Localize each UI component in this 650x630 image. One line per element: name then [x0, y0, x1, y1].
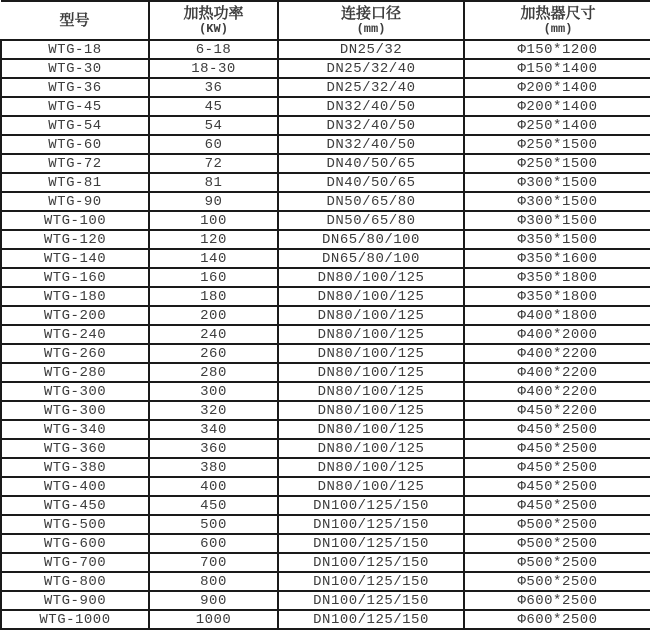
cell-size: Φ450*2500 [464, 496, 650, 515]
cell-size: Φ500*2500 [464, 572, 650, 591]
cell-connection: DN80/100/125 [278, 477, 464, 496]
cell-size: Φ150*1400 [464, 59, 650, 78]
cell-power: 120 [149, 230, 278, 249]
cell-size: Φ450*2500 [464, 420, 650, 439]
cell-size: Φ400*2200 [464, 344, 650, 363]
cell-connection: DN80/100/125 [278, 268, 464, 287]
column-header-model [1, 1, 149, 40]
cell-model: WTG-300 [1, 382, 149, 401]
cell-power: 800 [149, 572, 278, 591]
cell-power: 180 [149, 287, 278, 306]
cell-model: WTG-18 [1, 40, 149, 59]
column-header-power-unit: (KW) [199, 22, 228, 36]
cell-power: 18-30 [149, 59, 278, 78]
cell-power: 36 [149, 78, 278, 97]
cell-model: WTG-450 [1, 496, 149, 515]
cell-connection: DN80/100/125 [278, 401, 464, 420]
cell-connection: DN32/40/50 [278, 97, 464, 116]
cell-connection: DN80/100/125 [278, 420, 464, 439]
table-row [1, 249, 650, 268]
table-row [1, 610, 650, 630]
cell-power: 450 [149, 496, 278, 515]
cell-model: WTG-36 [1, 78, 149, 97]
cell-size: Φ450*2500 [464, 477, 650, 496]
cell-connection: DN100/125/150 [278, 610, 464, 630]
cell-power: 400 [149, 477, 278, 496]
cell-power: 72 [149, 154, 278, 173]
table-row [1, 458, 650, 477]
table-row [1, 572, 650, 591]
cell-model: WTG-200 [1, 306, 149, 325]
cell-size: Φ450*2500 [464, 439, 650, 458]
cell-size: Φ250*1500 [464, 154, 650, 173]
table-body [1, 40, 650, 630]
cell-size: Φ300*1500 [464, 192, 650, 211]
cell-connection: DN80/100/125 [278, 439, 464, 458]
table-row [1, 382, 650, 401]
table-row [1, 173, 650, 192]
cell-model: WTG-700 [1, 553, 149, 572]
table-row [1, 211, 650, 230]
cell-connection: DN80/100/125 [278, 382, 464, 401]
cell-size: Φ400*2000 [464, 325, 650, 344]
cell-connection: DN50/65/80 [278, 211, 464, 230]
cell-model: WTG-380 [1, 458, 149, 477]
cell-connection: DN80/100/125 [278, 325, 464, 344]
cell-power: 1000 [149, 610, 278, 630]
cell-model: WTG-30 [1, 59, 149, 78]
cell-power: 45 [149, 97, 278, 116]
cell-connection: DN100/125/150 [278, 515, 464, 534]
cell-connection: DN65/80/100 [278, 230, 464, 249]
cell-model: WTG-800 [1, 572, 149, 591]
cell-power: 54 [149, 116, 278, 135]
cell-power: 160 [149, 268, 278, 287]
cell-size: Φ250*1500 [464, 135, 650, 154]
table-row [1, 116, 650, 135]
table-row [1, 154, 650, 173]
cell-size: Φ400*2200 [464, 382, 650, 401]
cell-size: Φ300*1500 [464, 211, 650, 230]
cell-size: Φ450*2200 [464, 401, 650, 420]
table-row [1, 477, 650, 496]
cell-size: Φ350*1600 [464, 249, 650, 268]
cell-model: WTG-600 [1, 534, 149, 553]
table-row [1, 420, 650, 439]
cell-connection: DN32/40/50 [278, 116, 464, 135]
cell-model: WTG-54 [1, 116, 149, 135]
cell-connection: DN40/50/65 [278, 154, 464, 173]
cell-size: Φ200*1400 [464, 97, 650, 116]
cell-connection: DN80/100/125 [278, 344, 464, 363]
table-row [1, 230, 650, 249]
cell-power: 380 [149, 458, 278, 477]
table-row [1, 192, 650, 211]
cell-size: Φ500*2500 [464, 515, 650, 534]
cell-size: Φ400*1800 [464, 306, 650, 325]
cell-power: 6-18 [149, 40, 278, 59]
cell-model: WTG-160 [1, 268, 149, 287]
cell-power: 280 [149, 363, 278, 382]
cell-connection: DN80/100/125 [278, 287, 464, 306]
table-row [1, 401, 650, 420]
cell-model: WTG-340 [1, 420, 149, 439]
cell-power: 360 [149, 439, 278, 458]
header-row [1, 1, 650, 40]
cell-model: WTG-140 [1, 249, 149, 268]
cell-size: Φ350*1800 [464, 268, 650, 287]
table-row [1, 306, 650, 325]
cell-power: 240 [149, 325, 278, 344]
cell-model: WTG-240 [1, 325, 149, 344]
column-header-size-unit: (mm) [543, 22, 573, 36]
cell-connection: DN32/40/50 [278, 135, 464, 154]
cell-power: 900 [149, 591, 278, 610]
table-row [1, 78, 650, 97]
table-row [1, 97, 650, 116]
table-row [1, 268, 650, 287]
cell-connection: DN80/100/125 [278, 306, 464, 325]
column-header-power-label: 加热功率 [183, 5, 244, 22]
table-row [1, 40, 650, 59]
cell-model: WTG-900 [1, 591, 149, 610]
column-header-connection-label: 连接口径 [340, 5, 401, 22]
table-row [1, 515, 650, 534]
cell-connection: DN100/125/150 [278, 496, 464, 515]
cell-power: 200 [149, 306, 278, 325]
cell-connection: DN80/100/125 [278, 458, 464, 477]
cell-model: WTG-180 [1, 287, 149, 306]
table-row [1, 439, 650, 458]
cell-connection: DN25/32 [278, 40, 464, 59]
cell-size: Φ500*2500 [464, 534, 650, 553]
cell-power: 81 [149, 173, 278, 192]
cell-model: WTG-500 [1, 515, 149, 534]
column-header-power [149, 1, 278, 40]
cell-size: Φ350*1500 [464, 230, 650, 249]
cell-model: WTG-280 [1, 363, 149, 382]
cell-model: WTG-360 [1, 439, 149, 458]
cell-power: 100 [149, 211, 278, 230]
cell-size: Φ200*1400 [464, 78, 650, 97]
cell-connection: DN100/125/150 [278, 553, 464, 572]
cell-power: 90 [149, 192, 278, 211]
table-row [1, 553, 650, 572]
cell-connection: DN65/80/100 [278, 249, 464, 268]
column-header-size-label: 加热器尺寸 [520, 5, 596, 22]
cell-connection: DN100/125/150 [278, 534, 464, 553]
cell-power: 340 [149, 420, 278, 439]
cell-model: WTG-400 [1, 477, 149, 496]
cell-size: Φ150*1200 [464, 40, 650, 59]
cell-size: Φ500*2500 [464, 553, 650, 572]
cell-model: WTG-60 [1, 135, 149, 154]
cell-model: WTG-120 [1, 230, 149, 249]
cell-size: Φ250*1400 [464, 116, 650, 135]
cell-power: 600 [149, 534, 278, 553]
table-row [1, 135, 650, 154]
column-header-model-label: 型号 [59, 12, 90, 29]
cell-power: 300 [149, 382, 278, 401]
cell-connection: DN25/32/40 [278, 78, 464, 97]
table-row [1, 496, 650, 515]
cell-power: 320 [149, 401, 278, 420]
cell-size: Φ600*2500 [464, 591, 650, 610]
cell-connection: DN40/50/65 [278, 173, 464, 192]
cell-model: WTG-100 [1, 211, 149, 230]
table-row [1, 591, 650, 610]
cell-size: Φ600*2500 [464, 610, 650, 630]
cell-connection: DN100/125/150 [278, 591, 464, 610]
cell-power: 700 [149, 553, 278, 572]
cell-connection: DN100/125/150 [278, 572, 464, 591]
table-row [1, 59, 650, 78]
cell-model: WTG-1000 [1, 610, 149, 630]
cell-power: 60 [149, 135, 278, 154]
table-header [1, 1, 650, 40]
cell-model: WTG-90 [1, 192, 149, 211]
cell-model: WTG-81 [1, 173, 149, 192]
cell-connection: DN80/100/125 [278, 363, 464, 382]
cell-size: Φ300*1500 [464, 173, 650, 192]
cell-model: WTG-72 [1, 154, 149, 173]
cell-connection: DN50/65/80 [278, 192, 464, 211]
cell-model: WTG-45 [1, 97, 149, 116]
table-row [1, 534, 650, 553]
column-header-connection-unit: (mm) [356, 22, 386, 36]
cell-model: WTG-260 [1, 344, 149, 363]
cell-power: 260 [149, 344, 278, 363]
cell-size: Φ450*2500 [464, 458, 650, 477]
table-row [1, 287, 650, 306]
table-row [1, 344, 650, 363]
cell-model: WTG-300 [1, 401, 149, 420]
cell-power: 500 [149, 515, 278, 534]
cell-connection: DN25/32/40 [278, 59, 464, 78]
column-header-size [464, 1, 650, 40]
table-row [1, 363, 650, 382]
cell-power: 140 [149, 249, 278, 268]
column-header-connection [278, 1, 464, 40]
cell-size: Φ400*2200 [464, 363, 650, 382]
cell-size: Φ350*1800 [464, 287, 650, 306]
table-row [1, 325, 650, 344]
